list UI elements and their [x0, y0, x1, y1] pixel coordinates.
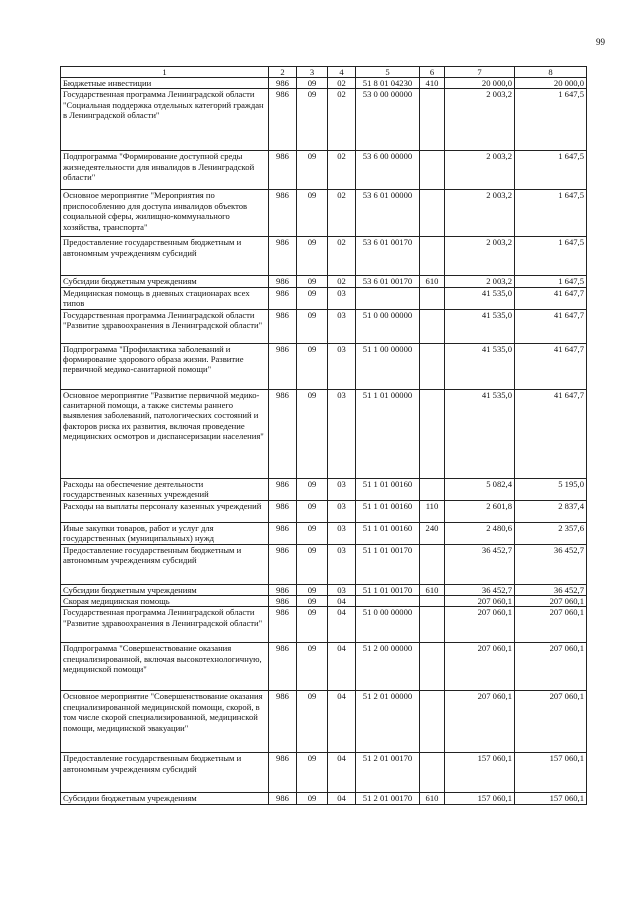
row-name: Бюджетные инвестиции — [61, 78, 269, 89]
cell-ministry-code: 986 — [269, 78, 297, 89]
table-body — [61, 78, 587, 805]
cell-amount-year-1: 2 601,8 — [445, 500, 515, 522]
cell-ministry-code: 986 — [269, 596, 297, 607]
cell-expense-type — [420, 389, 445, 478]
cell-amount-year-1: 207 060,1 — [445, 643, 515, 691]
table-row — [61, 389, 587, 478]
cell-subsection: 04 — [328, 753, 356, 793]
cell-amount-year-1: 20 000,0 — [445, 78, 515, 89]
row-name: Подпрограмма "Формирование доступной среды жизнедеятельности для инвалидов в Ленинградской области" — [61, 151, 269, 190]
column-header-row — [61, 67, 587, 78]
cell-amount-year-2: 1 647,5 — [515, 237, 587, 276]
table-row — [61, 276, 587, 287]
cell-section: 09 — [297, 190, 328, 237]
cell-target-article: 51 8 01 04230 — [356, 78, 420, 89]
cell-section: 09 — [297, 151, 328, 190]
row-name: Основное мероприятие "Мероприятия по приспособлению для доступа инвалидов объектов социальной сферы, жилищно-коммунального хозяйства, транспорта" — [61, 190, 269, 237]
page-number: 99 — [596, 37, 605, 47]
cell-target-article: 51 2 01 00000 — [356, 691, 420, 753]
cell-expense-type — [420, 478, 445, 500]
cell-expense-type — [420, 596, 445, 607]
cell-target-article: 53 6 01 00170 — [356, 276, 420, 287]
cell-target-article: 51 0 00 00000 — [356, 607, 420, 643]
cell-amount-year-1: 41 535,0 — [445, 389, 515, 478]
cell-ministry-code: 986 — [269, 584, 297, 595]
cell-expense-type — [420, 89, 445, 151]
cell-ministry-code: 986 — [269, 287, 297, 309]
cell-ministry-code: 986 — [269, 309, 297, 343]
table-row — [61, 343, 587, 389]
cell-amount-year-1: 36 452,7 — [445, 584, 515, 595]
cell-subsection: 03 — [328, 478, 356, 500]
table-row — [61, 607, 587, 643]
row-name: Государственная программа Ленинградской области "Развитие здравоохранения в Ленинградской области" — [61, 309, 269, 343]
cell-amount-year-2: 41 647,7 — [515, 309, 587, 343]
table-row — [61, 793, 587, 804]
cell-subsection: 02 — [328, 276, 356, 287]
cell-target-article — [356, 596, 420, 607]
cell-section: 09 — [297, 522, 328, 544]
cell-subsection: 04 — [328, 643, 356, 691]
cell-expense-type: 240 — [420, 522, 445, 544]
cell-ministry-code: 986 — [269, 607, 297, 643]
cell-target-article: 51 1 01 00170 — [356, 584, 420, 595]
cell-subsection: 04 — [328, 691, 356, 753]
cell-amount-year-1: 2 480,6 — [445, 522, 515, 544]
cell-subsection: 02 — [328, 190, 356, 237]
cell-expense-type — [420, 753, 445, 793]
table-row — [61, 89, 587, 151]
table-row — [61, 190, 587, 237]
cell-amount-year-2: 157 060,1 — [515, 753, 587, 793]
cell-expense-type — [420, 691, 445, 753]
cell-amount-year-2: 41 647,7 — [515, 287, 587, 309]
cell-expense-type — [420, 237, 445, 276]
cell-ministry-code: 986 — [269, 643, 297, 691]
column-header-6: 6 — [420, 67, 445, 78]
cell-section: 09 — [297, 287, 328, 309]
cell-ministry-code: 986 — [269, 691, 297, 753]
cell-subsection: 04 — [328, 596, 356, 607]
cell-target-article: 53 0 00 00000 — [356, 89, 420, 151]
row-name: Субсидии бюджетным учреждениям — [61, 793, 269, 804]
cell-subsection: 03 — [328, 544, 356, 584]
cell-amount-year-2: 1 647,5 — [515, 276, 587, 287]
row-name: Государственная программа Ленинградской области "Развитие здравоохранения в Ленинградской области" — [61, 607, 269, 643]
cell-amount-year-1: 157 060,1 — [445, 793, 515, 804]
cell-amount-year-1: 36 452,7 — [445, 544, 515, 584]
cell-section: 09 — [297, 389, 328, 478]
cell-subsection: 03 — [328, 500, 356, 522]
cell-target-article: 53 6 01 00000 — [356, 190, 420, 237]
cell-target-article: 51 1 01 00160 — [356, 478, 420, 500]
cell-target-article: 53 6 01 00170 — [356, 237, 420, 276]
cell-amount-year-2: 5 195,0 — [515, 478, 587, 500]
row-name: Основное мероприятие "Совершенствование оказания специализированной медицинской помощи, скорой, в том числе скорой специализированной, медицинской помощи, медицинской эвакуации" — [61, 691, 269, 753]
cell-subsection: 03 — [328, 389, 356, 478]
table-row — [61, 500, 587, 522]
column-header-2: 2 — [269, 67, 297, 78]
cell-subsection: 02 — [328, 237, 356, 276]
cell-expense-type: 410 — [420, 78, 445, 89]
cell-section: 09 — [297, 478, 328, 500]
cell-target-article: 51 1 00 00000 — [356, 343, 420, 389]
table-row — [61, 584, 587, 595]
cell-ministry-code: 986 — [269, 151, 297, 190]
cell-expense-type — [420, 190, 445, 237]
row-name: Предоставление государственным бюджетным и автономным учреждениям субсидий — [61, 544, 269, 584]
cell-target-article — [356, 287, 420, 309]
cell-section: 09 — [297, 793, 328, 804]
row-name: Предоставление государственным бюджетным и автономным учреждениям субсидий — [61, 753, 269, 793]
cell-target-article: 51 1 01 00160 — [356, 522, 420, 544]
cell-amount-year-2: 207 060,1 — [515, 607, 587, 643]
cell-section: 09 — [297, 691, 328, 753]
cell-expense-type — [420, 544, 445, 584]
cell-amount-year-1: 41 535,0 — [445, 287, 515, 309]
cell-target-article: 51 2 01 00170 — [356, 793, 420, 804]
cell-target-article: 51 2 00 00000 — [356, 643, 420, 691]
cell-amount-year-2: 1 647,5 — [515, 151, 587, 190]
cell-ministry-code: 986 — [269, 237, 297, 276]
cell-amount-year-2: 157 060,1 — [515, 793, 587, 804]
table-row — [61, 309, 587, 343]
row-name: Медицинская помощь в дневных стационарах всех типов — [61, 287, 269, 309]
cell-ministry-code: 986 — [269, 89, 297, 151]
cell-amount-year-2: 36 452,7 — [515, 584, 587, 595]
cell-target-article: 51 1 01 00170 — [356, 544, 420, 584]
table-row — [61, 691, 587, 753]
cell-expense-type — [420, 643, 445, 691]
cell-amount-year-2: 207 060,1 — [515, 691, 587, 753]
cell-subsection: 04 — [328, 607, 356, 643]
cell-subsection: 03 — [328, 584, 356, 595]
cell-target-article: 51 1 01 00160 — [356, 500, 420, 522]
cell-section: 09 — [297, 89, 328, 151]
cell-subsection: 02 — [328, 151, 356, 190]
cell-section: 09 — [297, 607, 328, 643]
cell-expense-type: 610 — [420, 276, 445, 287]
cell-subsection: 02 — [328, 89, 356, 151]
row-name: Субсидии бюджетным учреждениям — [61, 276, 269, 287]
cell-amount-year-1: 2 003,2 — [445, 237, 515, 276]
row-name: Основное мероприятие "Развитие первичной медико-санитарной помощи, а также системы раннего выявления заболеваний, патологических состояний и факторов риска их развития, включая проведение медицинских осмотров и диспансеризации населения" — [61, 389, 269, 478]
column-header-1: 1 — [61, 67, 269, 78]
column-header-4: 4 — [328, 67, 356, 78]
cell-ministry-code: 986 — [269, 478, 297, 500]
cell-amount-year-1: 41 535,0 — [445, 343, 515, 389]
table-row — [61, 151, 587, 190]
cell-ministry-code: 986 — [269, 190, 297, 237]
cell-ministry-code: 986 — [269, 276, 297, 287]
cell-amount-year-1: 2 003,2 — [445, 89, 515, 151]
row-name: Подпрограмма "Совершенствование оказания специализированной, включая высокотехнологичную, медицинской помощи" — [61, 643, 269, 691]
cell-amount-year-1: 2 003,2 — [445, 151, 515, 190]
cell-expense-type — [420, 343, 445, 389]
column-header-7: 7 — [445, 67, 515, 78]
cell-target-article: 51 2 01 00170 — [356, 753, 420, 793]
table-row — [61, 287, 587, 309]
cell-subsection: 04 — [328, 793, 356, 804]
row-name: Скорая медицинская помощь — [61, 596, 269, 607]
cell-section: 09 — [297, 753, 328, 793]
row-name: Иные закупки товаров, работ и услуг для государственных (муниципальных) нужд — [61, 522, 269, 544]
cell-target-article: 53 6 00 00000 — [356, 151, 420, 190]
cell-amount-year-2: 41 647,7 — [515, 343, 587, 389]
cell-amount-year-2: 1 647,5 — [515, 89, 587, 151]
column-header-8: 8 — [515, 67, 587, 78]
budget-table — [60, 66, 587, 805]
column-header-5: 5 — [356, 67, 420, 78]
cell-target-article: 51 0 00 00000 — [356, 309, 420, 343]
cell-ministry-code: 986 — [269, 793, 297, 804]
cell-amount-year-1: 207 060,1 — [445, 607, 515, 643]
cell-section: 09 — [297, 276, 328, 287]
cell-expense-type — [420, 151, 445, 190]
cell-amount-year-2: 20 000,0 — [515, 78, 587, 89]
cell-section: 09 — [297, 500, 328, 522]
cell-amount-year-2: 207 060,1 — [515, 596, 587, 607]
table-row — [61, 544, 587, 584]
cell-amount-year-1: 41 535,0 — [445, 309, 515, 343]
cell-amount-year-1: 207 060,1 — [445, 691, 515, 753]
cell-subsection: 03 — [328, 522, 356, 544]
column-header-3: 3 — [297, 67, 328, 78]
cell-expense-type: 610 — [420, 793, 445, 804]
cell-ministry-code: 986 — [269, 753, 297, 793]
cell-amount-year-2: 207 060,1 — [515, 643, 587, 691]
cell-ministry-code: 986 — [269, 343, 297, 389]
row-name: Расходы на обеспечение деятельности государственных казенных учреждений — [61, 478, 269, 500]
table-row — [61, 643, 587, 691]
cell-expense-type — [420, 607, 445, 643]
cell-ministry-code: 986 — [269, 500, 297, 522]
cell-section: 09 — [297, 544, 328, 584]
table-row — [61, 78, 587, 89]
row-name: Предоставление государственным бюджетным и автономным учреждениям субсидий — [61, 237, 269, 276]
cell-section: 09 — [297, 643, 328, 691]
cell-amount-year-1: 157 060,1 — [445, 753, 515, 793]
cell-target-article: 51 1 01 00000 — [356, 389, 420, 478]
cell-ministry-code: 986 — [269, 389, 297, 478]
cell-amount-year-2: 41 647,7 — [515, 389, 587, 478]
cell-section: 09 — [297, 596, 328, 607]
cell-amount-year-1: 207 060,1 — [445, 596, 515, 607]
cell-subsection: 02 — [328, 78, 356, 89]
row-name: Подпрограмма "Профилактика заболеваний и формирование здорового образа жизни. Развитие первичной медико-санитарной помощи" — [61, 343, 269, 389]
cell-section: 09 — [297, 237, 328, 276]
cell-section: 09 — [297, 343, 328, 389]
row-name: Государственная программа Ленинградской области "Социальная поддержка отдельных категорий граждан в Ленинградской области" — [61, 89, 269, 151]
cell-amount-year-2: 1 647,5 — [515, 190, 587, 237]
cell-section: 09 — [297, 78, 328, 89]
cell-expense-type — [420, 287, 445, 309]
table-row — [61, 478, 587, 500]
table-row — [61, 237, 587, 276]
cell-amount-year-2: 2 357,6 — [515, 522, 587, 544]
cell-subsection: 03 — [328, 309, 356, 343]
cell-expense-type: 610 — [420, 584, 445, 595]
cell-amount-year-1: 5 082,4 — [445, 478, 515, 500]
cell-amount-year-2: 36 452,7 — [515, 544, 587, 584]
cell-subsection: 03 — [328, 343, 356, 389]
cell-amount-year-2: 2 837,4 — [515, 500, 587, 522]
cell-expense-type: 110 — [420, 500, 445, 522]
cell-amount-year-1: 2 003,2 — [445, 276, 515, 287]
cell-expense-type — [420, 309, 445, 343]
cell-section: 09 — [297, 584, 328, 595]
table-row — [61, 522, 587, 544]
cell-section: 09 — [297, 309, 328, 343]
row-name: Расходы на выплаты персоналу казенных учреждений — [61, 500, 269, 522]
cell-subsection: 03 — [328, 287, 356, 309]
cell-ministry-code: 986 — [269, 544, 297, 584]
table-row — [61, 596, 587, 607]
table-row — [61, 753, 587, 793]
cell-ministry-code: 986 — [269, 522, 297, 544]
row-name: Субсидии бюджетным учреждениям — [61, 584, 269, 595]
cell-amount-year-1: 2 003,2 — [445, 190, 515, 237]
